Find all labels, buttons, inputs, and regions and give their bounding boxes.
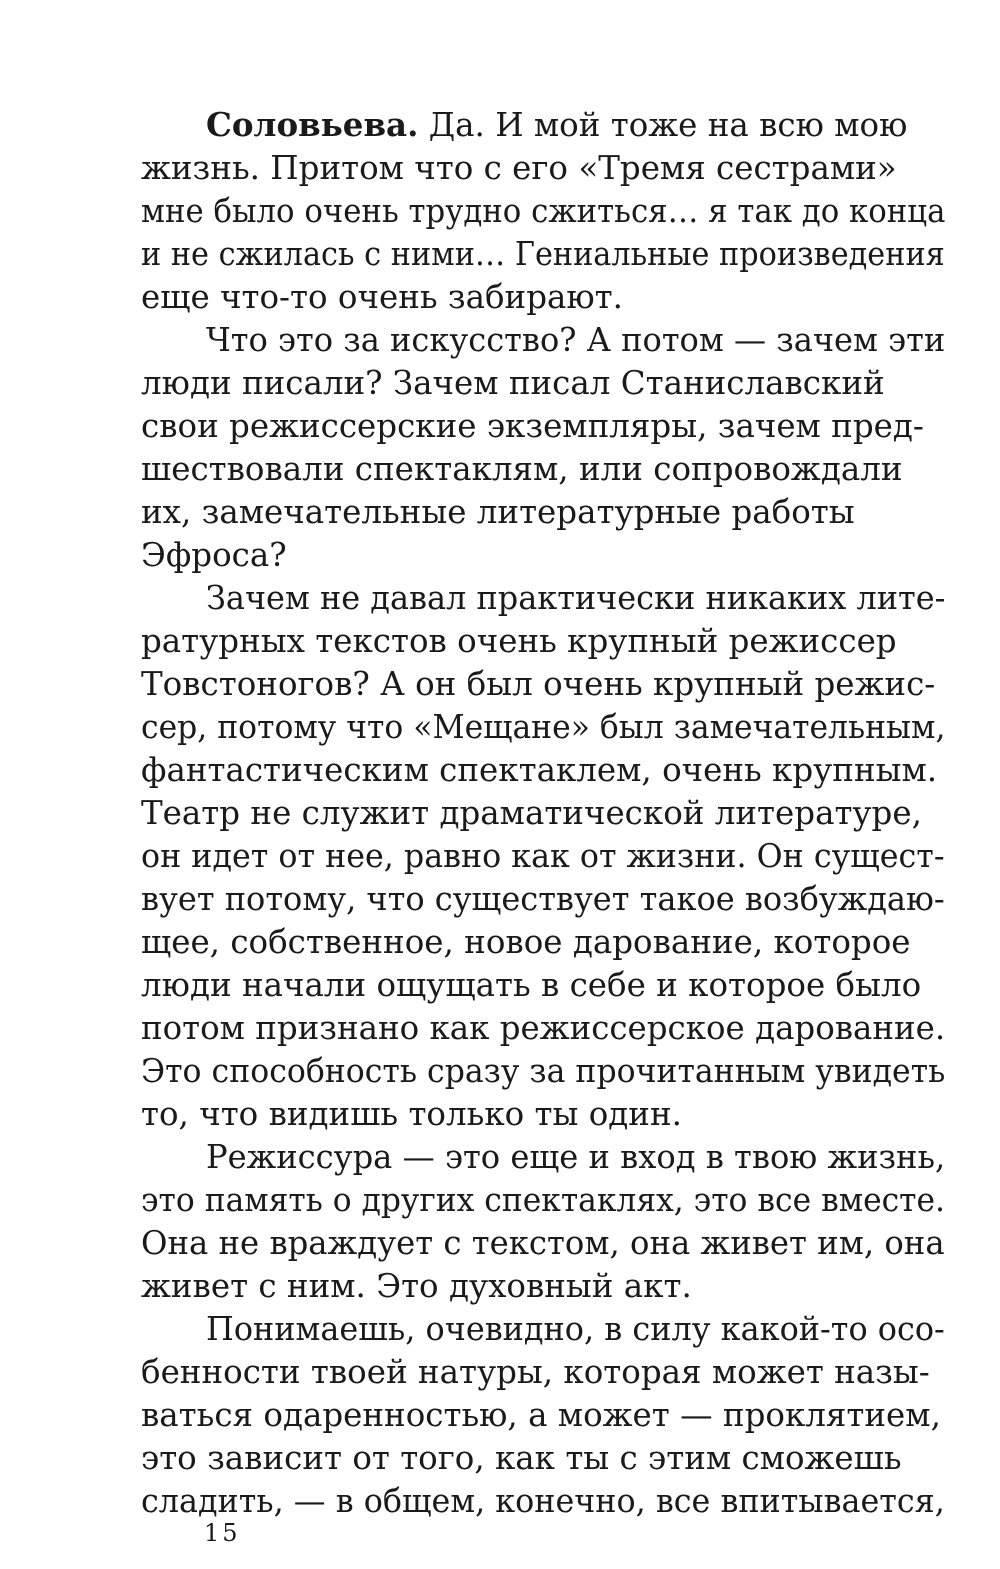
page-number: 15: [204, 1519, 241, 1547]
text-line: свои режиссерские экземпляры, зачем пред-: [141, 407, 924, 445]
text-line: ратурных текстов очень крупный режиссер: [141, 622, 897, 660]
text-line: Зачем не давал практически никаких лите-: [206, 579, 946, 617]
text-line: это память о других спектаклях, это все вместе.: [141, 1181, 946, 1219]
text-line: он идет от нее, равно как от жизни. Он сущест-: [141, 837, 945, 875]
text-line: потом признано как режиссерское дарование.: [141, 1009, 946, 1047]
text-line: Что это за искусство? А потом — зачем эти: [206, 321, 946, 359]
text-line: фантастическим спектаклем, очень крупным.: [141, 751, 938, 789]
text-line: это зависит от того, как ты с этим сможешь: [141, 1439, 902, 1477]
text-line: Режиссура — это еще и вход в твою жизнь,: [206, 1138, 946, 1176]
text-line: шествовали спектаклям, или сопровождали: [141, 450, 903, 488]
text-line: Товстоногов? А он был очень крупный режис-: [141, 665, 936, 703]
line-text: Да. И мой тоже на всю мою: [418, 106, 908, 144]
text-line: жизнь. Притом что с его «Тремя сестрами»: [141, 149, 897, 187]
text-line: то, что видишь только ты один.: [141, 1095, 682, 1133]
text-line: вует потому, что существует такое возбуждаю-: [141, 880, 945, 918]
text-line: [206, 103, 907, 147]
text-line: их, замечательные литературные работы: [141, 493, 855, 531]
text-line: сер, потому что «Мещане» был замечательным,: [141, 708, 946, 746]
speaker-name: Соловьева.: [206, 105, 419, 144]
text-line: Эфроса?: [141, 536, 287, 574]
text-line: люди начали ощущать в себе и которое было: [141, 966, 922, 1004]
text-line: живет с ним. Это духовный акт.: [141, 1267, 692, 1305]
text-line: Это способность сразу за прочитанным увидеть: [141, 1052, 946, 1090]
text-line: Театр не служит драматической литературе,: [141, 794, 922, 832]
text-line: еще что-то очень забирают.: [141, 278, 623, 316]
text-line: люди писали? Зачем писал Станиславский: [141, 364, 885, 402]
text-line: бенности твоей натуры, которая может назы-: [141, 1353, 930, 1391]
text-line: и не сжилась с ними… Гениальные произведения: [141, 235, 945, 273]
text-line: мне было очень трудно сжиться… я так до конца: [141, 192, 946, 230]
text-line: Понимаешь, очевидно, в силу какой-то осо-: [206, 1310, 945, 1348]
text-line: Она не враждует с текстом, она живет им, она: [141, 1224, 945, 1262]
text-line: щее, собственное, новое дарование, которое: [141, 923, 911, 961]
text-line: ваться одаренностью, а может — проклятием,: [141, 1396, 941, 1434]
text-line: сладить, — в общем, конечно, все впитывается,: [141, 1482, 945, 1520]
